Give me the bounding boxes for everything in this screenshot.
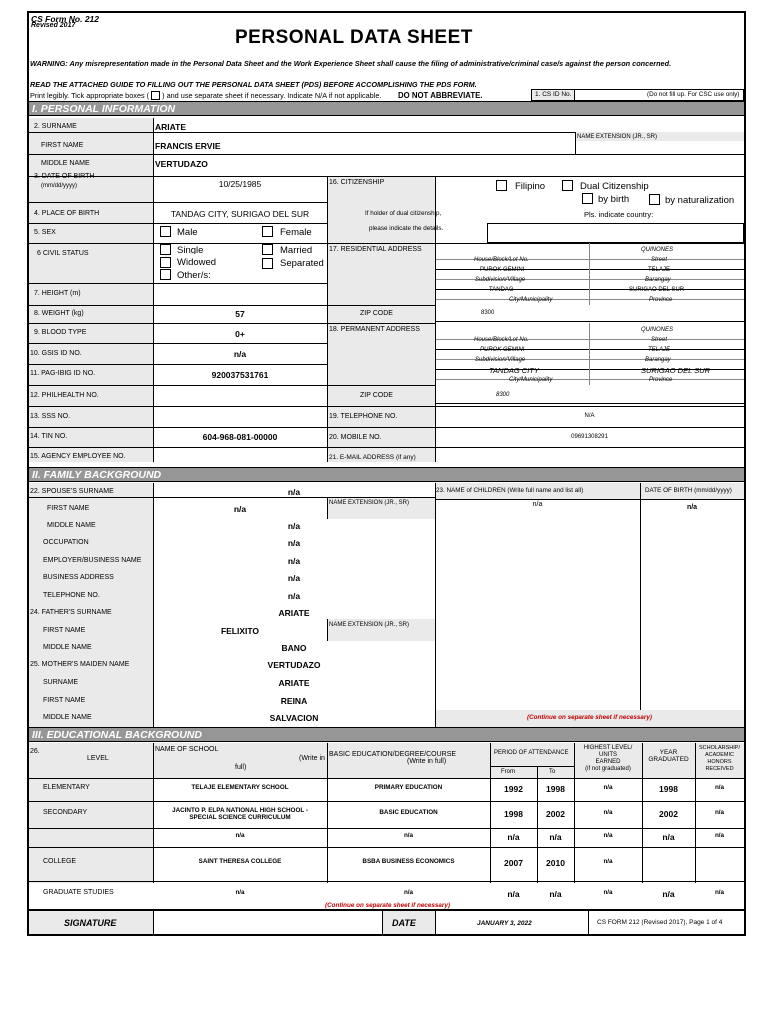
- father-middle-value: BANO: [281, 643, 307, 653]
- dob-value: 10/25/1985: [218, 179, 262, 189]
- dual-citizenship-checkbox[interactable]: [562, 180, 573, 191]
- section-personal-information: I. PERSONAL INFORMATION: [29, 101, 744, 116]
- edu-to-cell: 2002: [546, 808, 565, 819]
- edu-school-cell: SAINT THERESA COLLEGE: [198, 858, 282, 865]
- res-prov-value: SURIGAO DEL SUR: [629, 287, 685, 293]
- spouse-telephone-value: n/a: [287, 591, 301, 601]
- edu-highest-cell: n/a: [603, 858, 613, 865]
- date-value: JANUARY 3, 2022: [477, 920, 532, 927]
- signature-label: SIGNATURE: [64, 918, 117, 928]
- widowed-checkbox[interactable]: [160, 257, 171, 268]
- warning-text: WARNING: Any misrepresentation made in the Personal Data Sheet and the Work Experience Sheet shall cause the filing of administrative/criminal case/s against the person concerned.: [30, 59, 672, 68]
- edu-honors-cell: n/a: [714, 808, 725, 816]
- male-checkbox[interactable]: [160, 226, 171, 237]
- perm-street-value: QUINONES: [641, 327, 674, 333]
- pagibig-value: 920037531761: [211, 370, 269, 380]
- filipino-checkbox[interactable]: [496, 180, 507, 191]
- mother-surname-value: ARIATE: [278, 678, 310, 688]
- date-label: DATE: [392, 918, 416, 928]
- section-family-background: II. FAMILY BACKGROUND: [29, 467, 744, 482]
- edu-from-cell: n/a: [507, 831, 520, 842]
- mother-first-value: REINA: [280, 696, 308, 706]
- edu-year-cell: 1998: [659, 783, 678, 794]
- edu-highest-cell: n/a: [603, 783, 613, 791]
- edu-course-cell: PRIMARY EDUCATION: [374, 783, 443, 791]
- cs-id-note: (Do not fill up. For CSC use only): [647, 91, 740, 98]
- surname-value: ARIATE: [155, 122, 187, 132]
- edu-school-cell: n/a: [235, 831, 245, 839]
- tin-value: 604-968-081-00000: [202, 432, 278, 442]
- cs-id-label: 1. CS ID No.: [535, 91, 572, 98]
- pob-value: TANDAG CITY, SURIGAO DEL SUR: [170, 209, 310, 219]
- edu-from-cell: 2007: [504, 858, 523, 868]
- edu-school-cell: TELAJE ELEMENTARY SCHOOL: [191, 783, 289, 791]
- res-city-value: TANDAG: [489, 287, 514, 293]
- edu-honors-cell: n/a: [714, 889, 725, 896]
- signature-field[interactable]: [154, 911, 382, 934]
- edu-course-cell: BASIC EDUCATION: [379, 808, 438, 816]
- perm-zip-value: 8300: [496, 392, 510, 398]
- gsis-value: n/a: [233, 349, 247, 359]
- edu-school-cell: JACINTO P. ELPA NATIONAL HIGH SCHOOL - SPECIAL SCIENCE CURRICULUM: [172, 806, 308, 821]
- edu-to-cell: n/a: [549, 831, 562, 842]
- others-checkbox[interactable]: [160, 269, 171, 280]
- sample-checkbox: [151, 91, 160, 100]
- father-surname-value: ARIATE: [278, 608, 310, 618]
- edu-to-cell: 1998: [546, 783, 565, 794]
- perm-city-value: TANDAG CITY: [489, 366, 539, 375]
- res-street-value: QUINONES: [641, 247, 674, 253]
- spouse-middle-value: n/a: [287, 521, 301, 531]
- edu-highest-cell: n/a: [603, 808, 613, 816]
- spouse-surname-value: n/a: [287, 487, 301, 497]
- pds-form: CS Form No. 212 Revised 2017 PERSONAL DATA SHEET WARNING: Any misrepresentation made in the Personal Data Sheet and the Work Experience Sheet shall cause the filing of administrative/criminal case/s against the person concerned. READ THE ATTACHED GUIDE TO FILLING OUT THE PERSONAL DATA SHEET (PDS) BEFORE ACCOMPLISHING THE PDS FORM. Print legibly. Tick appropriate boxes ( ) and use separate sheet if necessary. Indicate N/A if not applicable. DO NOT ABBREVIATE. 1. CS ID No. (Do not fill up. For CSC use only) I. PERSONAL INFORMATION 2. SURNAME ARIATE FIRST NAME FRANCIS ERVIE NAME EXTENSION (JR., SR) MIDDLE NAME VERTUDAZO 3. DATE OF BIRTH (mm/dd/yyyy) 10/25/1985 4. PLACE OF BIRTH TANDAG CITY, SURIGAO DEL SUR 5. SEX Male Female 6 CIVIL STATUS Single Married Widowed Separated Other/s: 7. HEIGHT (m) 8. WEIGHT (kg) 57 9. BLOOD TYPE 0+ 10. GSIS ID NO. n/a 11. PAG-IBIG ID NO. 920037531761 12. PHILHEALTH NO. 13. SSS NO. 14. TIN NO. 604-968-081-00000 15. AGENCY EMPLOYEE NO. 16. CITIZENSHIP Filipino Dual Citizenship by birth by naturalization Pls. indicate country: If holder of dual citizenship, please indicate the details. 17. RESIDENTIAL ADDRESS QUINONES House/Block/Lot No. Street PUROK GEMINI TELAJE Subdivision/Village Barangay TANDAG SURIGAO DEL SUR City/Municipality Province ZIP CODE 8300 18. PERMANENT ADDRESS QUINONES House/Block/Lot No. Street PUROK GEMINI TELAJE Subdivision/Village Barangay TANDAG CITY SURIGAO DEL SUR City/Municipality Province ZIP CODE 8300 19. TELEPHONE NO. N/A 20. MOBILE NO. 09691308291 21. E-MAIL ADDRESS (if any) II. FAMILY BACKGROUND 22. SPOUSE'S SURNAME n/a FIRST NAME n/a NAME EXTENSION (JR., SR) MIDDLE NAME n/a OCCUPATION n/a EMPLOYER/BUSINESS NAME n/a BUSINESS ADDRESS n/a TELEPHONE NO. n/a 24. FATHER'S SURNAME ARIATE FIRST NAME FELIXITO NAME EXTENSION (JR., SR) MIDDLE NAME BANO 25. MOTHER'S MAIDEN NAME VERTUDAZO SURNAME ARIATE FIRST NAME REINA MIDDLE NAME SALVACION 23. NAME of CHILDREN (Write full name and list all) DATE OF BIRTH (mm/dd/yyyy) n/a n/a (Continue on separate sheet if necessary) III. EDUCATIONAL BACKGROUND 26. LEVEL NAME OF SCHOOL (Write in full) BASIC EDUCATION/DEGREE/COURSE (Write in full) PERIOD OF ATTENDANCE From To HIGHEST LEVEL/ UNITS EARNED (if not graduated) YEAR GRADUATED SCHOLARSHIP/ ACADEMIC HONORS RECEIVED ELEMENTARY TELAJE ELEMENTARY SCHOOL PRIMARY EDUCATION 1992 1998 n/a 1998 n/a SECONDARY JACINTO P. ELPA NATIONAL HIGH SCHOOL - SPECIAL SCIENCE CURRICULUM BASIC EDUCATION 1998 2002 n/a 2002 n/a n/a n/a n/a n/a n/a n/a n/a COLLEGE SAINT THERESA COLLEGE BSBA BUSINESS ECONOMICS 2007 2010 n/a GRADUATE STUDIES n/a n/a n/a n/a n/a n/a n/a (Continue on separate sheet if necessary) SIGNATURE DATE JANUARY 3, 2022 CS FORM 212 (Revised 2017), Page 1 of 4: [27, 11, 746, 936]
- edu-from-cell: 1992: [504, 783, 523, 794]
- occupation-value: n/a: [287, 538, 301, 548]
- telephone-value: N/A: [584, 413, 595, 419]
- no-abbreviate-text: DO NOT ABBREVIATE.: [398, 91, 483, 100]
- edu-school-cell: n/a: [235, 889, 245, 896]
- edu-year-cell: n/a: [662, 831, 675, 842]
- edu-highest-cell: n/a: [603, 831, 613, 839]
- edu-from-cell: n/a: [507, 889, 520, 899]
- business-address-value: n/a: [287, 573, 301, 583]
- page-number: CS FORM 212 (Revised 2017), Page 1 of 4: [597, 919, 723, 926]
- page-title: PERSONAL DATA SHEET: [235, 27, 473, 48]
- edu-level-cell: SECONDARY: [43, 808, 88, 816]
- edu-from-cell: 1998: [504, 808, 523, 819]
- spouse-first-value: n/a: [233, 504, 247, 514]
- mother-middle-value: SALVACION: [269, 713, 319, 723]
- separated-checkbox[interactable]: [262, 258, 273, 269]
- single-checkbox[interactable]: [160, 244, 171, 255]
- child-dob-value: n/a: [686, 504, 698, 511]
- guide-text: READ THE ATTACHED GUIDE TO FILLING OUT THE PERSONAL DATA SHEET (PDS) BEFORE ACCOMPLISHING THE PDS FORM.: [30, 80, 477, 89]
- mobile-value: 09691308291: [571, 434, 608, 440]
- res-zip-value: 8300: [481, 310, 495, 316]
- edu-to-cell: n/a: [549, 889, 562, 899]
- edu-year-cell: 2002: [659, 808, 678, 819]
- edu-to-cell: 2010: [546, 858, 565, 868]
- by-birth-checkbox[interactable]: [582, 193, 593, 204]
- perm-brgy-value: TELAJE: [648, 347, 671, 353]
- continue-note-family: (Continue on separate sheet if necessary): [527, 714, 652, 721]
- edu-honors-cell: n/a: [714, 783, 725, 791]
- res-brgy-value: TELAJE: [648, 267, 671, 273]
- edu-level-cell: ELEMENTARY: [43, 783, 90, 791]
- instruction-text: Print legibly. Tick appropriate boxes ( ) and use separate sheet if necessary. Indicate N/A if not applicable.: [30, 91, 382, 100]
- continue-note-education: (Continue on separate sheet if necessary): [325, 902, 450, 909]
- first-name-value: FRANCIS ERVIE: [155, 141, 221, 151]
- blood-value: 0+: [235, 329, 245, 339]
- edu-highest-cell: n/a: [603, 889, 613, 896]
- section-educational-background: III. EDUCATIONAL BACKGROUND: [29, 727, 744, 742]
- edu-level-cell: GRADUATE STUDIES: [43, 889, 114, 896]
- perm-prov-value: SURIGAO DEL SUR: [641, 366, 711, 375]
- form-number: CS Form No. 212: [31, 14, 100, 24]
- edu-course-cell: n/a: [403, 831, 414, 839]
- perm-subd-value: PUROK GEMINI: [480, 347, 525, 353]
- mother-maiden-value: VERTUDAZO: [267, 660, 321, 670]
- res-subd-value: PUROK GEMINI: [480, 267, 525, 273]
- edu-honors-cell: n/a: [714, 831, 725, 839]
- edu-year-cell: n/a: [662, 889, 675, 899]
- dual-country-field[interactable]: [487, 223, 744, 243]
- edu-level-cell: COLLEGE: [43, 858, 77, 865]
- form-revision: Revised 2017: [31, 22, 76, 29]
- middle-name-value: VERTUDAZO: [155, 159, 208, 169]
- by-naturalization-checkbox[interactable]: [649, 194, 660, 205]
- married-checkbox[interactable]: [262, 244, 273, 255]
- weight-value: 57: [235, 309, 245, 319]
- father-first-value: FELIXITO: [220, 626, 260, 636]
- child-name-value: n/a: [532, 501, 543, 508]
- female-checkbox[interactable]: [262, 226, 273, 237]
- edu-course-cell: n/a: [403, 889, 414, 896]
- edu-course-cell: BSBA BUSINESS ECONOMICS: [362, 858, 455, 865]
- employer-value: n/a: [287, 556, 301, 566]
